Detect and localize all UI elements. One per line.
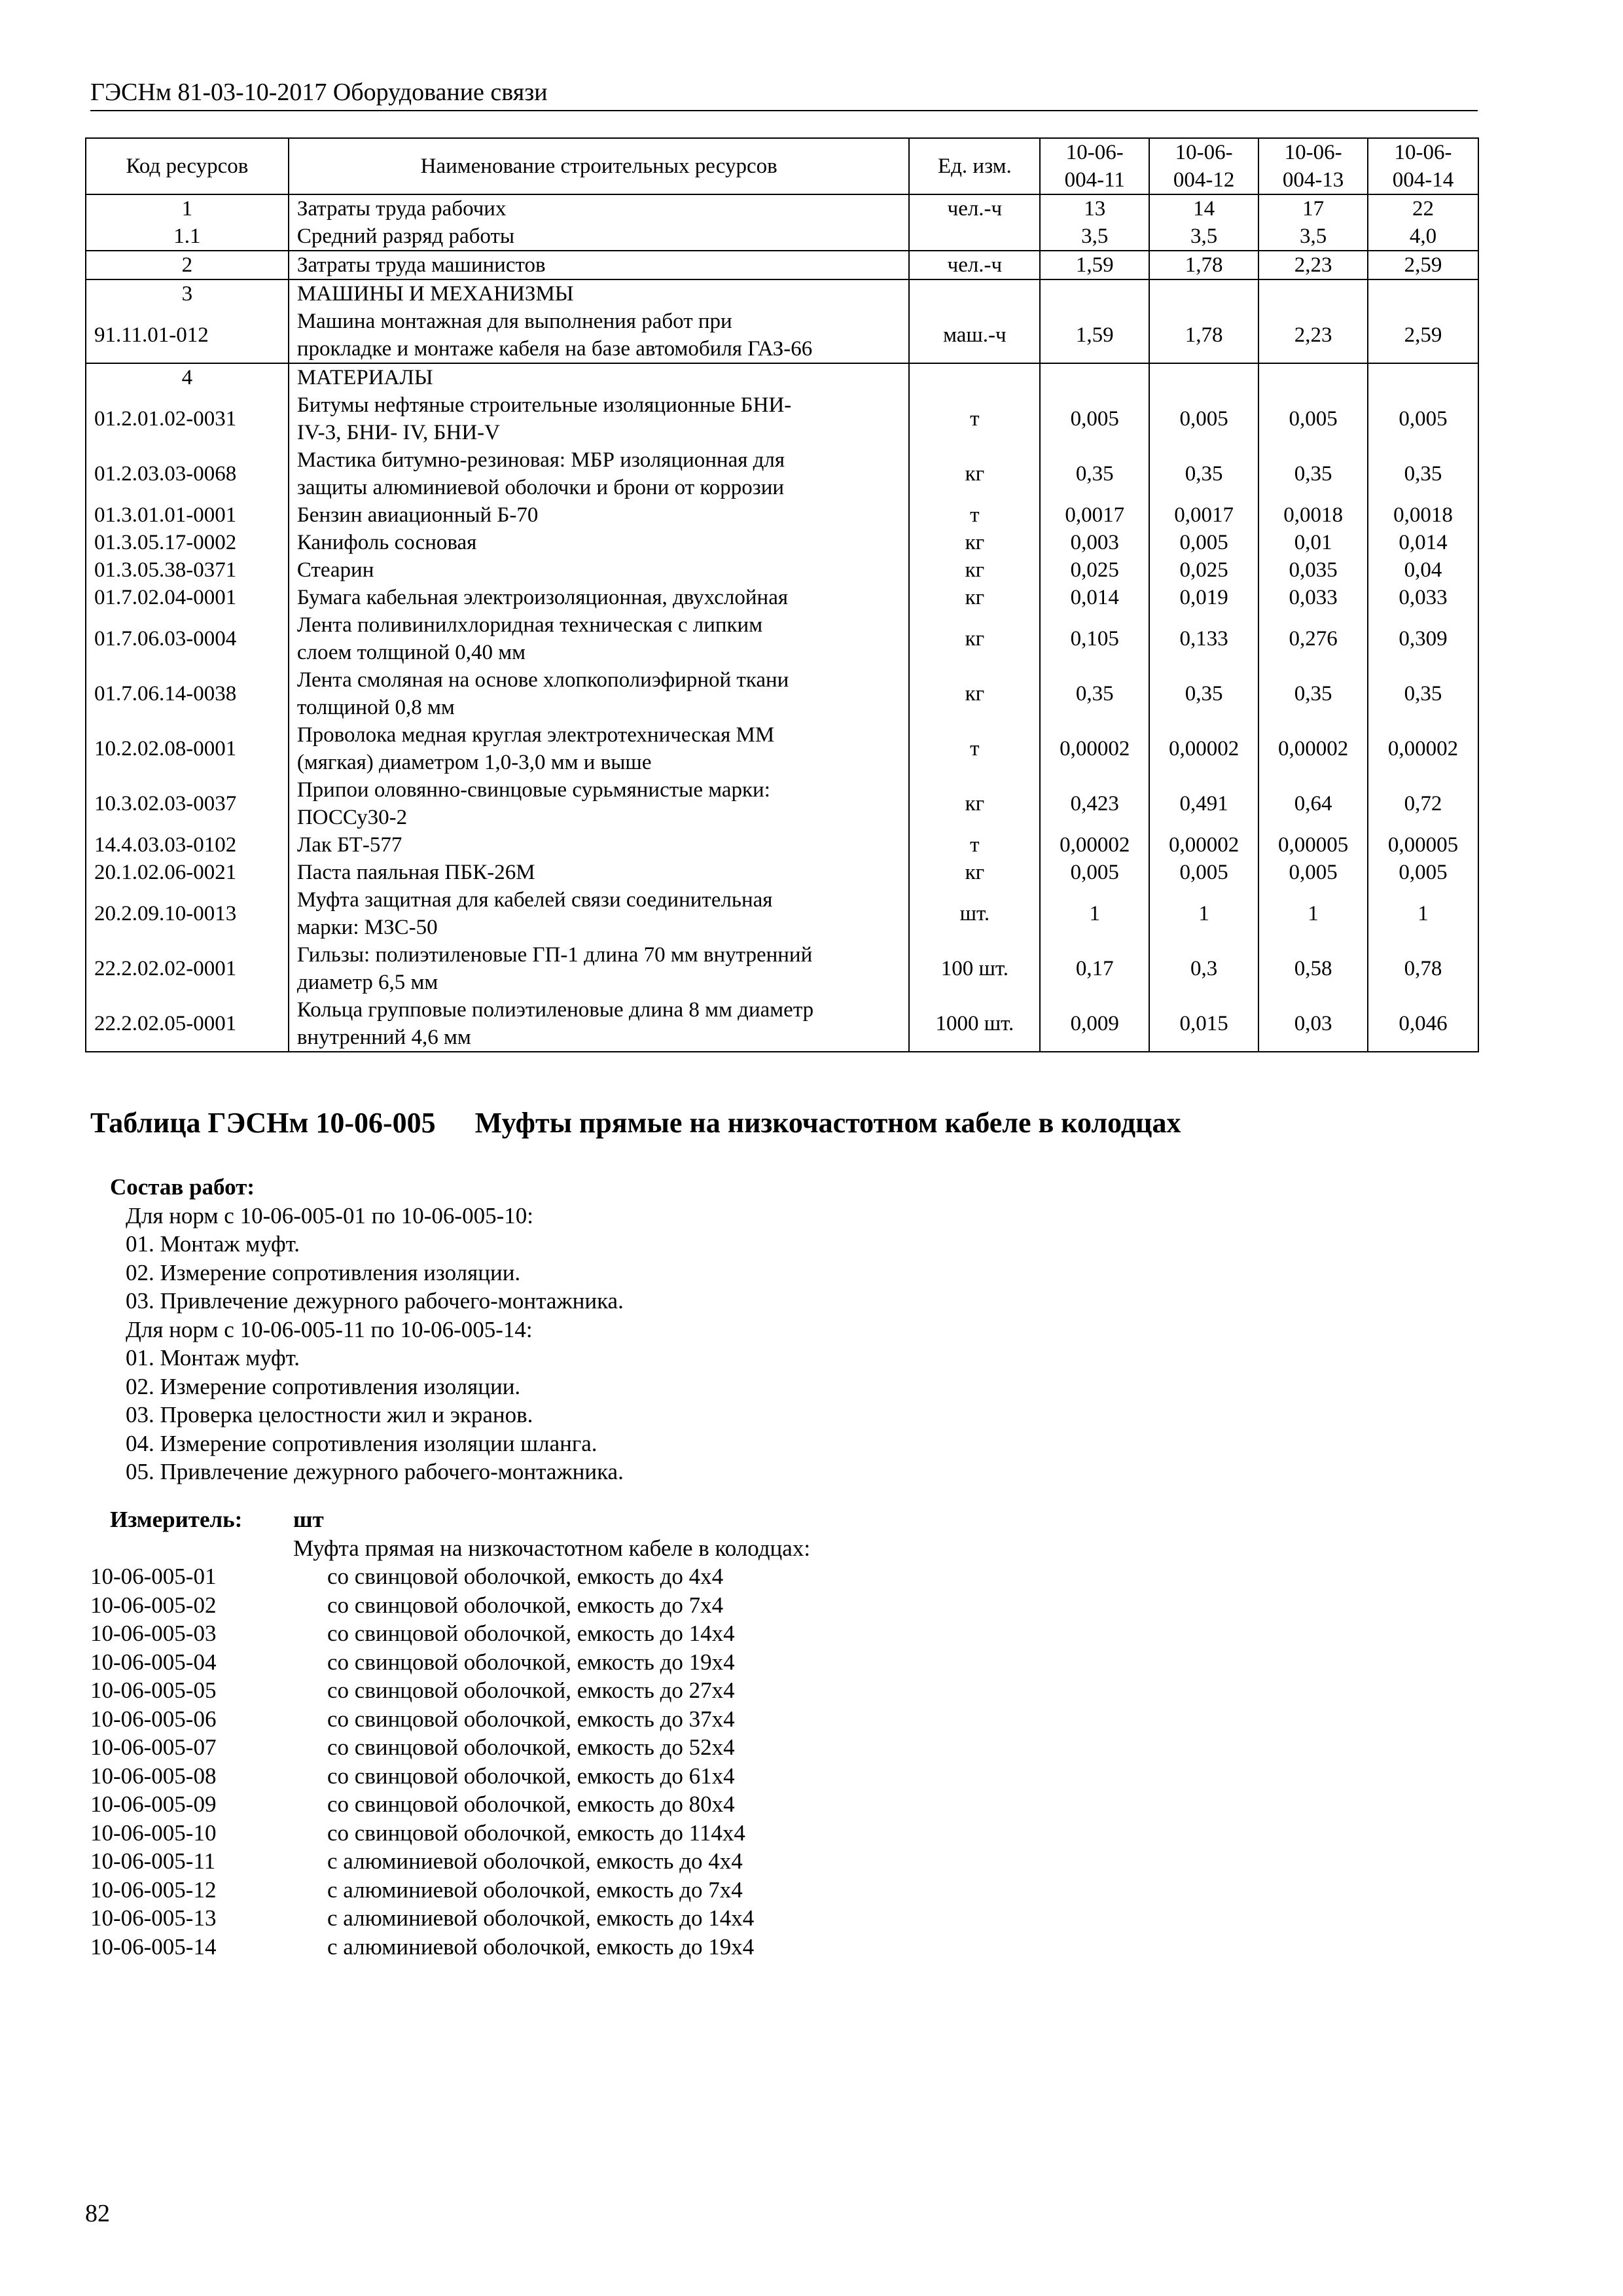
norm-code: 10-06-005-13	[90, 1905, 217, 1931]
norm-code: 10-06-005-04	[90, 1649, 217, 1675]
resource-name	[289, 223, 910, 251]
work-line: Для норм с 10-06-005-11 по 10-06-005-14:	[126, 1316, 533, 1342]
resource-code: 22.2.02.05-0001	[86, 996, 289, 1052]
norm-item	[90, 1762, 1007, 1791]
table-row	[86, 721, 1478, 776]
resource-name-line: Припои оловянно-свинцовые сурьмянистые марки:	[296, 778, 770, 802]
norm-description: со свинцовой оболочкой, емкость до 37х4	[327, 1706, 735, 1732]
norm-value: 0,025	[1040, 556, 1149, 584]
header-col-2-line2: 004-12	[1173, 168, 1235, 192]
resource-unit: т	[909, 831, 1040, 859]
header-col-3-line2: 004-13	[1282, 168, 1344, 192]
table-row	[86, 308, 1478, 363]
norm-code: 10-06-005-06	[90, 1706, 217, 1732]
header-code: Код ресурсов	[86, 138, 289, 194]
header-name: Наименование строительных ресурсов	[289, 138, 910, 194]
resource-name	[289, 194, 910, 223]
norm-item	[90, 1904, 1007, 1933]
norm-value	[1258, 363, 1368, 391]
resource-name-line: Средний разряд работы	[296, 224, 515, 248]
resource-unit: 1000 шт.	[909, 996, 1040, 1052]
resource-code: 4	[86, 363, 289, 391]
header-col-1-line2: 004-11	[1064, 168, 1125, 192]
header-col-1-line1: 10-06-	[1065, 141, 1124, 164]
table-row	[86, 279, 1478, 308]
resource-code: 01.7.06.03-0004	[86, 611, 289, 666]
resource-code: 91.11.01-012	[86, 308, 289, 363]
norm-value: 2,23	[1258, 308, 1368, 363]
header-col-4-line2: 004-14	[1392, 168, 1454, 192]
work-line: 01. Монтаж муфт.	[126, 1231, 300, 1257]
table-row	[86, 251, 1478, 279]
resource-code: 01.3.05.17-0002	[86, 529, 289, 556]
norm-value: 0,00002	[1149, 721, 1258, 776]
norm-value: 0,00002	[1040, 721, 1149, 776]
resource-name	[289, 556, 910, 584]
norm-value: 0,3	[1149, 941, 1258, 996]
resource-unit: чел.-ч	[909, 194, 1040, 223]
table-title-label: Таблица ГЭСНм 10-06-005	[90, 1107, 436, 1139]
norm-description: со свинцовой оболочкой, емкость до 19х4	[327, 1649, 735, 1675]
norm-value: 3,5	[1040, 223, 1149, 251]
work-line: 02. Измерение сопротивления изоляции.	[126, 1259, 521, 1285]
resource-name-line: ПОССу30-2	[296, 806, 408, 829]
header-col-2	[1149, 138, 1258, 194]
norm-value: 0,133	[1149, 611, 1258, 666]
norm-value: 0,025	[1149, 556, 1258, 584]
norm-item	[90, 1619, 1007, 1648]
norm-value: 0,033	[1368, 584, 1478, 611]
resource-name	[289, 501, 910, 529]
resource-unit: кг	[909, 776, 1040, 831]
norm-value: 0,005	[1368, 391, 1478, 446]
norm-value: 0,005	[1040, 391, 1149, 446]
norm-value: 0,00002	[1258, 721, 1368, 776]
norm-value: 13	[1040, 194, 1149, 223]
resource-name	[289, 279, 910, 308]
resource-unit	[909, 363, 1040, 391]
resource-name	[289, 941, 910, 996]
norm-value: 22	[1368, 194, 1478, 223]
table-row	[86, 391, 1478, 446]
table-row	[86, 584, 1478, 611]
resource-code: 2	[86, 251, 289, 279]
resource-unit: чел.-ч	[909, 251, 1040, 279]
table-row	[86, 831, 1478, 859]
resource-code: 22.2.02.02-0001	[86, 941, 289, 996]
resource-name-line: Гильзы: полиэтиленовые ГП-1 длина 70 мм внутренний	[296, 943, 813, 967]
norm-item	[90, 1591, 1007, 1620]
table-title	[90, 1106, 1181, 1139]
resource-name-line: Лак БТ-577	[296, 833, 402, 857]
norm-value: 0,58	[1258, 941, 1368, 996]
norm-value	[1368, 279, 1478, 308]
norm-value: 0,009	[1040, 996, 1149, 1052]
norm-value: 0,005	[1258, 391, 1368, 446]
norm-item	[90, 1876, 1007, 1905]
norm-value: 0,014	[1368, 529, 1478, 556]
norm-value: 0,00002	[1040, 831, 1149, 859]
norm-item	[90, 1933, 1007, 1962]
norm-description: со свинцовой оболочкой, емкость до 61х4	[327, 1763, 735, 1789]
norm-value: 0,005	[1258, 859, 1368, 886]
table-row	[86, 859, 1478, 886]
resource-unit: кг	[909, 584, 1040, 611]
resources-table	[85, 137, 1479, 1052]
norm-code: 10-06-005-09	[90, 1791, 217, 1817]
resource-name	[289, 776, 910, 831]
resource-unit	[909, 223, 1040, 251]
norm-value: 0,04	[1368, 556, 1478, 584]
resource-name	[289, 666, 910, 721]
norm-value: 0,35	[1258, 446, 1368, 501]
norm-value: 0,72	[1368, 776, 1478, 831]
meter-label: Измеритель:	[110, 1507, 243, 1532]
norm-value: 1,78	[1149, 251, 1258, 279]
norm-description: со свинцовой оболочкой, емкость до 80х4	[327, 1791, 735, 1817]
norm-value: 0,005	[1149, 859, 1258, 886]
resource-name	[289, 363, 910, 391]
norm-value: 0,35	[1149, 446, 1258, 501]
resource-code: 1	[86, 194, 289, 223]
resource-name-line: марки: МЗС-50	[296, 916, 438, 939]
header-col-1	[1040, 138, 1149, 194]
resource-code: 10.2.02.08-0001	[86, 721, 289, 776]
resource-name	[289, 529, 910, 556]
resource-unit: кг	[909, 529, 1040, 556]
resource-name-line: Битумы нефтяные строительные изоляционные БНИ-	[296, 393, 792, 417]
table-row	[86, 941, 1478, 996]
norm-value: 3,5	[1258, 223, 1368, 251]
work-line: 05. Привлечение дежурного рабочего-монтажника.	[126, 1459, 624, 1484]
norm-value: 0,276	[1258, 611, 1368, 666]
table-row	[86, 529, 1478, 556]
norm-value: 0,78	[1368, 941, 1478, 996]
resource-code: 14.4.03.03-0102	[86, 831, 289, 859]
resource-name-line: Бумага кабельная электроизоляционная, двухслойная	[296, 586, 789, 609]
norm-description: с алюминиевой оболочкой, емкость до 19х4	[327, 1933, 755, 1960]
norm-description: со свинцовой оболочкой, емкость до 4х4	[327, 1564, 724, 1589]
resource-name-line: внутренний 4,6 мм	[296, 1026, 471, 1049]
resource-name	[289, 251, 910, 279]
norm-value: 0,01	[1258, 529, 1368, 556]
norm-item	[90, 1733, 1007, 1762]
header-col-4	[1368, 138, 1478, 194]
norm-code: 10-06-005-10	[90, 1820, 217, 1846]
resource-unit: кг	[909, 556, 1040, 584]
resource-unit: т	[909, 391, 1040, 446]
header-col-3-line1: 10-06-	[1284, 141, 1342, 164]
resource-code: 01.2.01.02-0031	[86, 391, 289, 446]
work-line: 04. Измерение сопротивления изоляции шланга.	[126, 1430, 597, 1456]
resource-code: 3	[86, 279, 289, 308]
norm-item	[90, 1648, 1007, 1677]
norm-value: 0,005	[1040, 859, 1149, 886]
norm-description: с алюминиевой оболочкой, емкость до 7х4	[327, 1876, 743, 1903]
norm-value	[1040, 363, 1149, 391]
norm-value: 2,59	[1368, 251, 1478, 279]
header-col-2-line1: 10-06-	[1175, 141, 1233, 164]
norm-value: 2,23	[1258, 251, 1368, 279]
resource-name-line: Затраты труда машинистов	[296, 253, 546, 277]
norm-value: 17	[1258, 194, 1368, 223]
norm-value: 0,015	[1149, 996, 1258, 1052]
norm-value: 0,35	[1368, 666, 1478, 721]
resource-code: 01.7.02.04-0001	[86, 584, 289, 611]
norm-description: со свинцовой оболочкой, емкость до 7х4	[327, 1592, 724, 1618]
norm-code: 10-06-005-11	[90, 1848, 216, 1874]
table-header-row	[86, 138, 1478, 194]
norm-item	[90, 1819, 1007, 1848]
norm-value: 0,309	[1368, 611, 1478, 666]
table-row	[86, 556, 1478, 584]
work-line: 03. Проверка целостности жил и экранов.	[126, 1402, 533, 1427]
work-line: 03. Привлечение дежурного рабочего-монтажника.	[126, 1288, 624, 1314]
norm-code: 10-06-005-01	[90, 1564, 217, 1589]
norm-code: 10-06-005-14	[90, 1933, 217, 1960]
table-row	[86, 996, 1478, 1052]
resource-unit: т	[909, 501, 1040, 529]
norm-code: 10-06-005-02	[90, 1592, 217, 1618]
norm-value: 14	[1149, 194, 1258, 223]
header-unit: Ед. изм.	[909, 138, 1040, 194]
meter-section	[90, 1505, 1007, 1961]
meter-description: Муфта прямая на низкочастотном кабеле в колодцах:	[293, 1535, 811, 1561]
resource-name	[289, 584, 910, 611]
norm-value: 0,035	[1258, 556, 1368, 584]
table-row	[86, 194, 1478, 223]
table-row	[86, 223, 1478, 251]
norm-value: 0,35	[1149, 666, 1258, 721]
resource-code: 1.1	[86, 223, 289, 251]
norm-value: 1	[1149, 886, 1258, 941]
norm-value	[1040, 279, 1149, 308]
norm-code: 10-06-005-05	[90, 1677, 217, 1703]
resource-name	[289, 611, 910, 666]
norm-value: 0,033	[1258, 584, 1368, 611]
resource-unit: кг	[909, 611, 1040, 666]
norm-code: 10-06-005-12	[90, 1876, 217, 1903]
header-col-4-line1: 10-06-	[1394, 141, 1452, 164]
resource-name-line: слоем толщиной 0,40 мм	[296, 641, 526, 664]
norm-value: 2,59	[1368, 308, 1478, 363]
resource-name-line: Проволока медная круглая электротехническая ММ	[296, 723, 775, 747]
resource-name	[289, 391, 910, 446]
resource-name-line: диаметр 6,5 мм	[296, 971, 438, 994]
norm-item	[90, 1790, 1007, 1819]
table-row	[86, 611, 1478, 666]
resource-name-line: Стеарин	[296, 558, 374, 582]
resource-name-line: Лента поливинилхлоридная техническая с липким	[296, 613, 763, 637]
resource-name	[289, 996, 910, 1052]
norm-value	[1149, 363, 1258, 391]
resource-name	[289, 446, 910, 501]
norm-description: со свинцовой оболочкой, емкость до 114х4	[327, 1820, 745, 1846]
table-row	[86, 446, 1478, 501]
resource-name-line: МАТЕРИАЛЫ	[296, 366, 433, 389]
norm-item	[90, 1562, 1007, 1591]
resource-unit: шт.	[909, 886, 1040, 941]
work-line: 02. Измерение сопротивления изоляции.	[126, 1373, 521, 1399]
norm-value: 0,00005	[1258, 831, 1368, 859]
resource-code: 01.3.01.01-0001	[86, 501, 289, 529]
norm-item	[90, 1847, 1007, 1876]
resource-code: 20.2.09.10-0013	[86, 886, 289, 941]
norm-description: с алюминиевой оболочкой, емкость до 14х4	[327, 1905, 755, 1931]
norm-description: со свинцовой оболочкой, емкость до 27х4	[327, 1677, 735, 1703]
norm-value	[1149, 279, 1258, 308]
norm-value: 0,046	[1368, 996, 1478, 1052]
norm-value: 0,35	[1368, 446, 1478, 501]
norm-value: 0,014	[1040, 584, 1149, 611]
work-composition	[110, 1173, 624, 1486]
norm-value: 1	[1040, 886, 1149, 941]
resource-name-line: Затраты труда рабочих	[296, 197, 507, 221]
norm-value: 1	[1258, 886, 1368, 941]
resource-name-line: (мягкая) диаметром 1,0-3,0 мм и выше	[296, 751, 652, 774]
resource-unit: 100 шт.	[909, 941, 1040, 996]
resource-name-line: МАШИНЫ И МЕХАНИЗМЫ	[296, 282, 574, 306]
norm-value: 0,64	[1258, 776, 1368, 831]
norm-value: 0,005	[1149, 529, 1258, 556]
resource-name	[289, 308, 910, 363]
resource-unit: кг	[909, 859, 1040, 886]
resource-code: 01.7.06.14-0038	[86, 666, 289, 721]
norm-value: 0,019	[1149, 584, 1258, 611]
resource-name-line: IV-3, БНИ- IV, БНИ-V	[296, 421, 500, 444]
table-row	[86, 501, 1478, 529]
table-row	[86, 666, 1478, 721]
resource-name	[289, 859, 910, 886]
norm-value: 1,59	[1040, 308, 1149, 363]
resource-name	[289, 831, 910, 859]
resource-unit: кг	[909, 446, 1040, 501]
norm-value: 0,00002	[1149, 831, 1258, 859]
work-heading: Состав работ:	[110, 1174, 255, 1200]
norm-value: 0,003	[1040, 529, 1149, 556]
table-row	[86, 776, 1478, 831]
resource-name-line: Мастика битумно-резиновая: МБР изоляционная для	[296, 448, 785, 472]
norm-value: 0,35	[1040, 666, 1149, 721]
table-row	[86, 886, 1478, 941]
resource-code: 20.1.02.06-0021	[86, 859, 289, 886]
norm-description: с алюминиевой оболочкой, емкость до 4х4	[327, 1848, 743, 1874]
resource-unit: маш.-ч	[909, 308, 1040, 363]
resource-name-line: прокладке и монтаже кабеля на базе автомобиля ГАЗ-66	[296, 337, 813, 361]
norm-item	[90, 1705, 1007, 1734]
norm-value: 0,35	[1258, 666, 1368, 721]
resource-unit: кг	[909, 666, 1040, 721]
norm-code: 10-06-005-03	[90, 1621, 217, 1646]
meter-value: шт	[293, 1507, 324, 1532]
work-line: Для норм с 10-06-005-01 по 10-06-005-10:	[126, 1202, 533, 1229]
resource-name-line: защиты алюминиевой оболочки и брони от коррозии	[296, 476, 785, 499]
norm-code: 10-06-005-08	[90, 1763, 217, 1789]
resource-unit	[909, 279, 1040, 308]
resource-name-line: Машина монтажная для выполнения работ при	[296, 310, 732, 333]
header-col-3	[1258, 138, 1368, 194]
norm-value: 0,0017	[1040, 501, 1149, 529]
norm-value: 0,0018	[1368, 501, 1478, 529]
resource-name	[289, 721, 910, 776]
resource-name-line: Канифоль сосновая	[296, 531, 477, 554]
resource-name	[289, 886, 910, 941]
norm-value: 0,00005	[1368, 831, 1478, 859]
resource-name-line: Муфта защитная для кабелей связи соединительная	[296, 888, 773, 912]
norm-value: 0,005	[1149, 391, 1258, 446]
work-line: 01. Монтаж муфт.	[126, 1345, 300, 1371]
resource-name-line: Лента смоляная на основе хлопкополиэфирной ткани	[296, 668, 789, 692]
table-title-text: Муфты прямые на низкочастотном кабеле в колодцах	[474, 1107, 1181, 1139]
table-row	[86, 363, 1478, 391]
norm-code: 10-06-005-07	[90, 1734, 217, 1760]
norm-value: 4,0	[1368, 223, 1478, 251]
norm-description: со свинцовой оболочкой, емкость до 52х4	[327, 1734, 735, 1760]
norm-value: 0,423	[1040, 776, 1149, 831]
resource-name-line: Паста паяльная ПБК-26М	[296, 861, 535, 884]
norm-value	[1258, 279, 1368, 308]
norm-value	[1368, 363, 1478, 391]
page-number: 82	[85, 2200, 110, 2227]
norm-description: со свинцовой оболочкой, емкость до 14х4	[327, 1621, 735, 1646]
resource-name-line: толщиной 0,8 мм	[296, 696, 455, 719]
norm-value: 0,105	[1040, 611, 1149, 666]
resource-code: 01.3.05.38-0371	[86, 556, 289, 584]
norm-value: 1,78	[1149, 308, 1258, 363]
resource-name-line: Кольца групповые полиэтиленовые длина 8 мм диаметр	[296, 998, 814, 1022]
norm-item	[90, 1676, 1007, 1705]
norm-value: 0,35	[1040, 446, 1149, 501]
norm-value: 3,5	[1149, 223, 1258, 251]
resource-unit: т	[909, 721, 1040, 776]
page-header: ГЭСНм 81-03-10-2017 Оборудование связи	[90, 76, 1478, 111]
norm-value: 0,17	[1040, 941, 1149, 996]
resource-code: 10.3.02.03-0037	[86, 776, 289, 831]
norm-value: 0,00002	[1368, 721, 1478, 776]
resource-code: 01.2.03.03-0068	[86, 446, 289, 501]
norm-value: 0,0018	[1258, 501, 1368, 529]
norm-value: 0,005	[1368, 859, 1478, 886]
norm-value: 1	[1368, 886, 1478, 941]
norm-value: 0,0017	[1149, 501, 1258, 529]
norm-value: 0,03	[1258, 996, 1368, 1052]
resource-name-line: Бензин авиационный Б-70	[296, 503, 539, 527]
norm-value: 1,59	[1040, 251, 1149, 279]
norm-value: 0,491	[1149, 776, 1258, 831]
